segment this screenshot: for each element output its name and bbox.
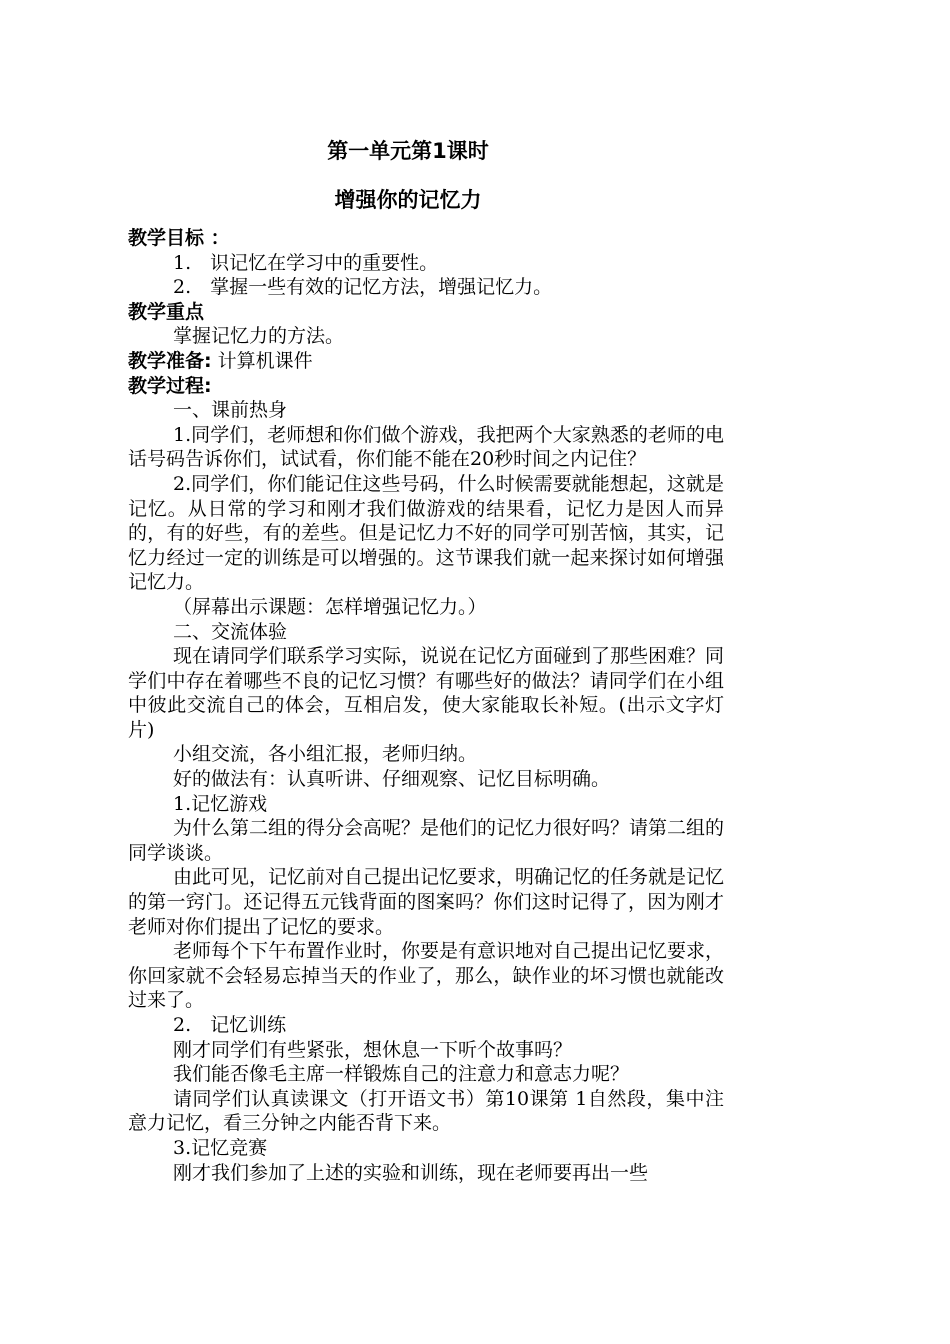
preparation-line <box>128 349 724 374</box>
paragraph: 由此可见，记忆前对自己提出记忆要求，明确记忆的任务就是记忆的第一窍门。还记得五元钱背面的图案吗？你们这时记得了，因为刚才老师对你们提出了记忆的要求。 <box>128 866 725 938</box>
lesson-title: 第一单元第1课时 <box>327 139 489 163</box>
section-heading: 二、交流体验 <box>173 620 288 643</box>
preparation-heading: 教学准备: <box>128 349 212 372</box>
preparation-text: 计算机课件 <box>211 349 313 372</box>
process-heading: 教学过程: <box>128 374 212 397</box>
subsection-heading: 1.记忆游戏 <box>173 792 268 815</box>
subsection-heading: 3.记忆竞赛 <box>173 1136 268 1159</box>
key-points-heading: 教学重点 <box>128 300 205 323</box>
paragraph: 为什么第二组的得分会高呢？是他们的记忆力很好吗？请第二组的同学谈谈。 <box>128 817 725 864</box>
paragraph: 请同学们认真读课文（打开语文书）第10课第 1自然段，集中注意力记忆，看三分钟之内能否背下来。 <box>128 1087 724 1135</box>
paragraph: 我们能否像毛主席一样锻炼自己的注意力和意志力呢？ <box>173 1063 630 1086</box>
subsection-heading: 2. 记忆训练 <box>173 1014 287 1036</box>
paragraph: 好的做法有：认真听讲、仔细观察、记忆目标明确。 <box>173 768 611 791</box>
paragraph: 2.同学们，你们能记住这些号码，什么时候需要就能想起，这就是记忆。从日常的学习和刚才我们做游戏的结果看，记忆力是因人而异的，有的好些，有的差些。但是记忆力不好的同学可别苦恼，其实，记忆力经过一定的训练是可以增强的。这节课我们就一起来探讨如何增强记忆力。 <box>128 472 724 594</box>
document-body <box>128 226 724 1185</box>
paragraph: （屏幕出示课题：怎样增强记忆力。） <box>173 595 487 618</box>
paragraph: 小组交流，各小组汇报，老师归纳。 <box>173 743 478 766</box>
paragraph: 现在请同学们联系学习实际，说说在记忆方面碰到了那些困难？同学们中存在着哪些不良的记忆习惯？有哪些好的做法？请同学们在小组中彼此交流自己的体会，互相启发，使大家能取长补短。(出示文字灯片) <box>128 645 725 741</box>
objectives-heading: 教学目标 ： <box>128 227 230 249</box>
objective-item: 2. 掌握一些有效的记忆方法，增强记忆力。 <box>173 276 553 299</box>
paragraph: 老师每个下午布置作业时，你要是有意识地对自己提出记忆要求，你回家就不会轻易忘掉当天的作业了，那么，缺作业的坏习惯也就能改过来了。 <box>128 940 725 1012</box>
key-points-text: 掌握记忆力的方法。 <box>173 325 345 348</box>
objective-item: 1. 识记忆在学习中的重要性。 <box>173 251 439 274</box>
lesson-subtitle: 增强你的记忆力 <box>334 188 482 212</box>
section-heading: 一、课前热身 <box>173 399 288 422</box>
paragraph: 1.同学们，老师想和你们做个游戏，我把两个大家熟悉的老师的电话号码告诉你们，试试看，你们能不能在20秒时间之内记住？ <box>128 423 724 471</box>
paragraph: 刚才我们参加了上述的实验和训练，现在老师要再出一些 <box>173 1161 649 1184</box>
paragraph: 刚才同学们有些紧张，想休息一下听个故事吗？ <box>173 1038 573 1061</box>
